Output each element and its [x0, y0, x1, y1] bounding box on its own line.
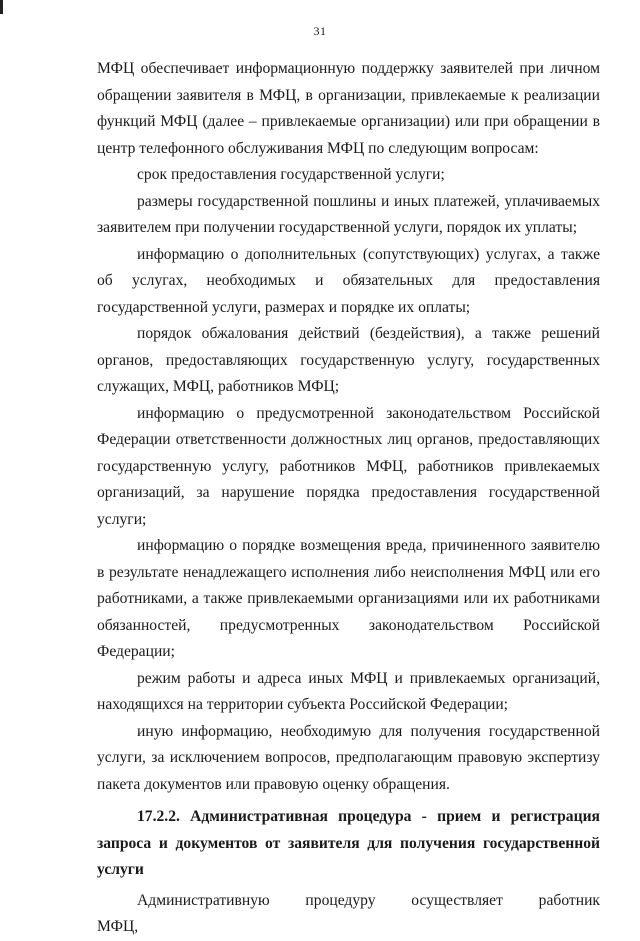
- page-number: 31: [313, 24, 327, 38]
- list-item-appeal-procedure: порядок обжалования действий (бездействия), а также решений органов, предоставляющих государственную услугу, государственных служащих, МФЦ, работников МФЦ;: [97, 325, 600, 395]
- list-item-liability: информацию о предусмотренной законодательством Российской Федерации ответственности должностных лиц органов, предоставляющих государственную услугу, работников МФЦ, работников привлекаемых организаций, за нарушение порядка предоставления государственной услуги;: [97, 404, 600, 528]
- list-item-additional-services: информацию о дополнительных (сопутствующих) услугах, а также об услугах, необходимых и обязательных для предоставления государственной услуги, размерах и порядке их оплаты;: [97, 245, 600, 316]
- document-body: [97, 56, 600, 941]
- list-item-fees: размеры государственной пошлины и иных платежей, уплачиваемых заявителем при получении государственной услуги, порядок их уплаты;: [97, 192, 600, 236]
- list-item-deadline: срок предоставления государственной услуги;: [137, 166, 445, 183]
- list-item-work-schedule: режим работы и адреса иных МФЦ и привлекаемых организаций, находящихся на территории субъекта Российской Федерации;: [97, 669, 600, 713]
- list-item-damage-compensation: информацию о порядке возмещения вреда, причиненного заявителю в результате ненадлежащего исполнения либо неисполнения МФЦ или его работниками, а также привлекаемыми организациями или их работниками обязанностей, предусмотренных законодательством Российской Федерации;: [97, 537, 600, 660]
- scan-edge-mark: [0, 0, 3, 14]
- section-heading: 17.2.2. Административная процедура - прием и регистрация запроса и документов от заявителя для получения государственной услуги: [97, 808, 600, 878]
- section-text: Административную процедуру осуществляет работник МФЦ,: [97, 891, 600, 935]
- paragraph-intro: МФЦ обеспечивает информационную поддержку заявителей при личном обращении заявителя в МФЦ, в организации, привлекаемые к реализации функций МФЦ (далее – привлекаемые организации) или при обращении в центр телефонного обслуживания МФЦ по следующим вопросам:: [97, 60, 600, 157]
- list-item-other-info: иную информацию, необходимую для получения государственной услуги, за исключением вопросов, предполагающим правовую экспертизу пакета документов или правовую оценку обращения.: [97, 722, 600, 793]
